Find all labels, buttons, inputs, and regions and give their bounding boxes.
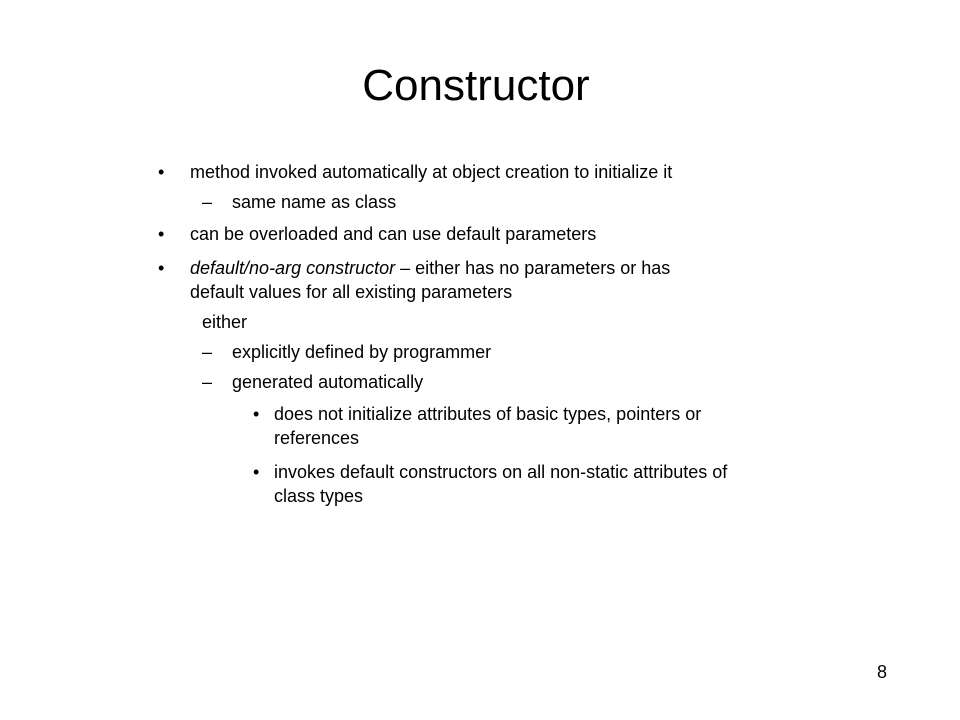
bullet-marker: • xyxy=(253,404,260,424)
page-number: 8 xyxy=(876,662,887,682)
slide-title: Constructor xyxy=(362,61,590,110)
level3-item-continuation: references xyxy=(274,428,360,448)
dash-marker: – xyxy=(202,342,213,362)
bullet-item xyxy=(190,256,670,280)
bullet-marker: • xyxy=(158,162,165,182)
term-emphasis: default/no-arg constructor xyxy=(190,258,396,278)
sub-item: generated automatically xyxy=(232,372,424,392)
sub-item: explicitly defined by programmer xyxy=(232,342,492,362)
bullet-marker: • xyxy=(253,462,260,482)
bullet-item-continuation: default values for all existing parameters xyxy=(190,282,513,302)
bullet-marker: • xyxy=(158,224,165,244)
bullet-marker: • xyxy=(158,258,165,278)
level3-item-continuation: class types xyxy=(274,486,364,506)
level3-item: does not initialize attributes of basic types, pointers or xyxy=(274,404,702,424)
bullet-item-text: – either has no parameters or has xyxy=(395,258,671,278)
dash-marker: – xyxy=(202,372,213,392)
level3-item: invokes default constructors on all non-static attributes of xyxy=(274,462,728,482)
bullet-item: can be overloaded and can use default parameters xyxy=(190,224,597,244)
bullet-item: method invoked automatically at object creation to initialize it xyxy=(190,162,673,182)
dash-marker: – xyxy=(202,192,213,212)
sub-item: same name as class xyxy=(232,192,397,212)
either-label: either xyxy=(202,312,248,332)
